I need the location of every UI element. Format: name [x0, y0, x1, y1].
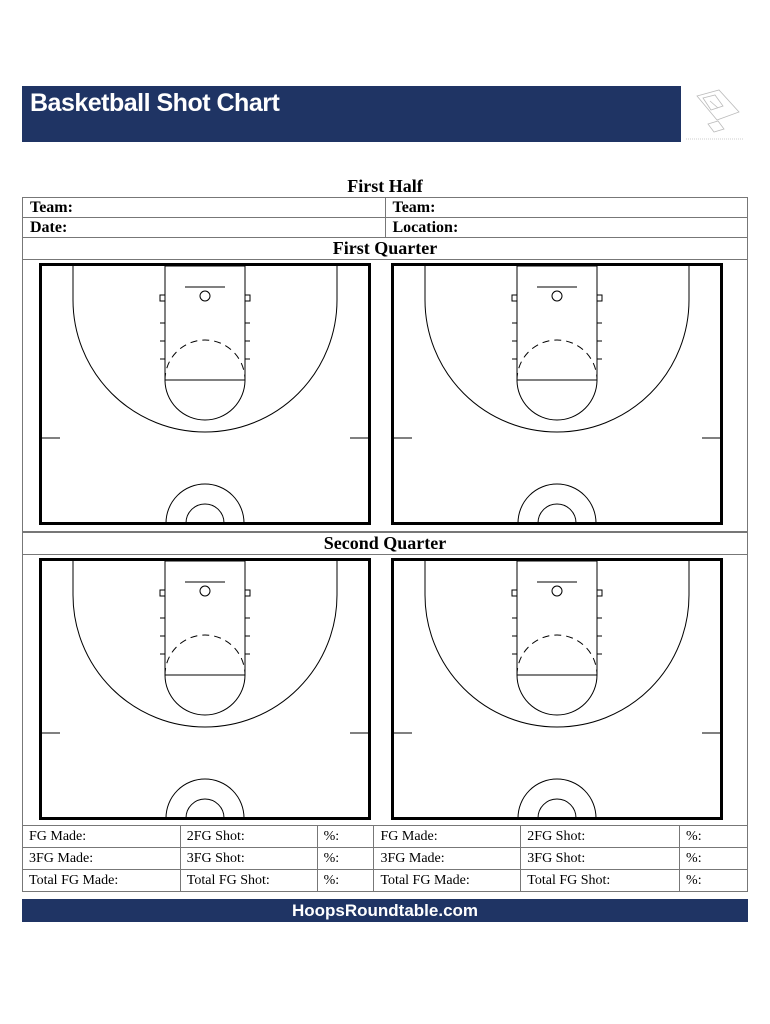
lane-block	[160, 590, 165, 596]
center-circle-inner	[538, 799, 576, 818]
2fg-shot-left[interactable]: 2FG Shot:	[180, 826, 317, 848]
stats-row-total	[23, 870, 748, 892]
court-boundary	[41, 265, 370, 524]
lane-block	[597, 295, 602, 301]
first-quarter-title: First Quarter	[22, 237, 748, 260]
lane-block	[512, 295, 517, 301]
rim	[552, 291, 562, 301]
court-logo	[681, 86, 748, 142]
first-half-title: First Half	[347, 176, 423, 196]
court-logo-icon	[697, 90, 739, 132]
court-boundary	[393, 265, 722, 524]
free-throw-dashed-arc	[517, 635, 597, 675]
team-right-field[interactable]: Team:	[385, 198, 748, 218]
free-throw-dashed-arc	[165, 340, 245, 380]
total-fg-shot-right[interactable]: Total FG Shot:	[521, 870, 680, 892]
team-left-field[interactable]: Team:	[23, 198, 386, 218]
court-lines	[41, 560, 370, 819]
court-lines	[41, 265, 370, 524]
page-title: Basketball Shot Chart	[30, 89, 280, 117]
3fg-made-left[interactable]: 3FG Made:	[23, 848, 181, 870]
center-circle-inner	[186, 504, 224, 523]
fg-made-right[interactable]: FG Made:	[374, 826, 521, 848]
3fg-pct-left[interactable]: %:	[317, 848, 374, 870]
court-q1-left[interactable]	[39, 263, 371, 525]
total-fg-shot-left[interactable]: Total FG Shot:	[180, 870, 317, 892]
lane-block	[245, 295, 250, 301]
lane-key	[517, 561, 597, 675]
fg-made-left[interactable]: FG Made:	[23, 826, 181, 848]
free-throw-circle	[517, 675, 597, 715]
game-info-table	[22, 197, 748, 238]
center-circle-inner	[538, 504, 576, 523]
court-q2-right[interactable]	[391, 558, 723, 820]
total-pct-left[interactable]: %:	[317, 870, 374, 892]
lane-block	[597, 590, 602, 596]
free-throw-dashed-arc	[517, 340, 597, 380]
stats-row-fg	[23, 826, 748, 848]
lane-block	[160, 295, 165, 301]
stats-row-3fg	[23, 848, 748, 870]
court-boundary	[393, 560, 722, 819]
footer-banner: HoopsRoundtable.com	[22, 899, 748, 922]
3fg-made-right[interactable]: 3FG Made:	[374, 848, 521, 870]
free-throw-circle	[165, 675, 245, 715]
fg-pct-left[interactable]: %:	[317, 826, 374, 848]
court-lines	[393, 265, 722, 524]
court-q2-left[interactable]	[39, 558, 371, 820]
lane-key	[165, 561, 245, 675]
2fg-shot-right[interactable]: 2FG Shot:	[521, 826, 680, 848]
lane-key	[517, 266, 597, 380]
3fg-shot-left[interactable]: 3FG Shot:	[180, 848, 317, 870]
court-boundary	[41, 560, 370, 819]
rim	[552, 586, 562, 596]
lane-key	[165, 266, 245, 380]
total-fg-made-right[interactable]: Total FG Made:	[374, 870, 521, 892]
court-q1-right[interactable]	[391, 263, 723, 525]
total-fg-made-left[interactable]: Total FG Made:	[23, 870, 181, 892]
court-lines	[393, 560, 722, 819]
3fg-pct-right[interactable]: %:	[680, 848, 748, 870]
rim	[200, 586, 210, 596]
3fg-shot-right[interactable]: 3FG Shot:	[521, 848, 680, 870]
total-pct-right[interactable]: %:	[680, 870, 748, 892]
center-circle-inner	[186, 799, 224, 818]
date-field[interactable]: Date:	[23, 218, 386, 238]
fg-pct-right[interactable]: %:	[680, 826, 748, 848]
free-throw-circle	[165, 380, 245, 420]
rim	[200, 291, 210, 301]
location-field[interactable]: Location:	[385, 218, 748, 238]
lane-block	[512, 590, 517, 596]
second-quarter-title: Second Quarter	[22, 532, 748, 555]
free-throw-circle	[517, 380, 597, 420]
stats-table	[22, 825, 748, 892]
lane-block	[245, 590, 250, 596]
free-throw-dashed-arc	[165, 635, 245, 675]
